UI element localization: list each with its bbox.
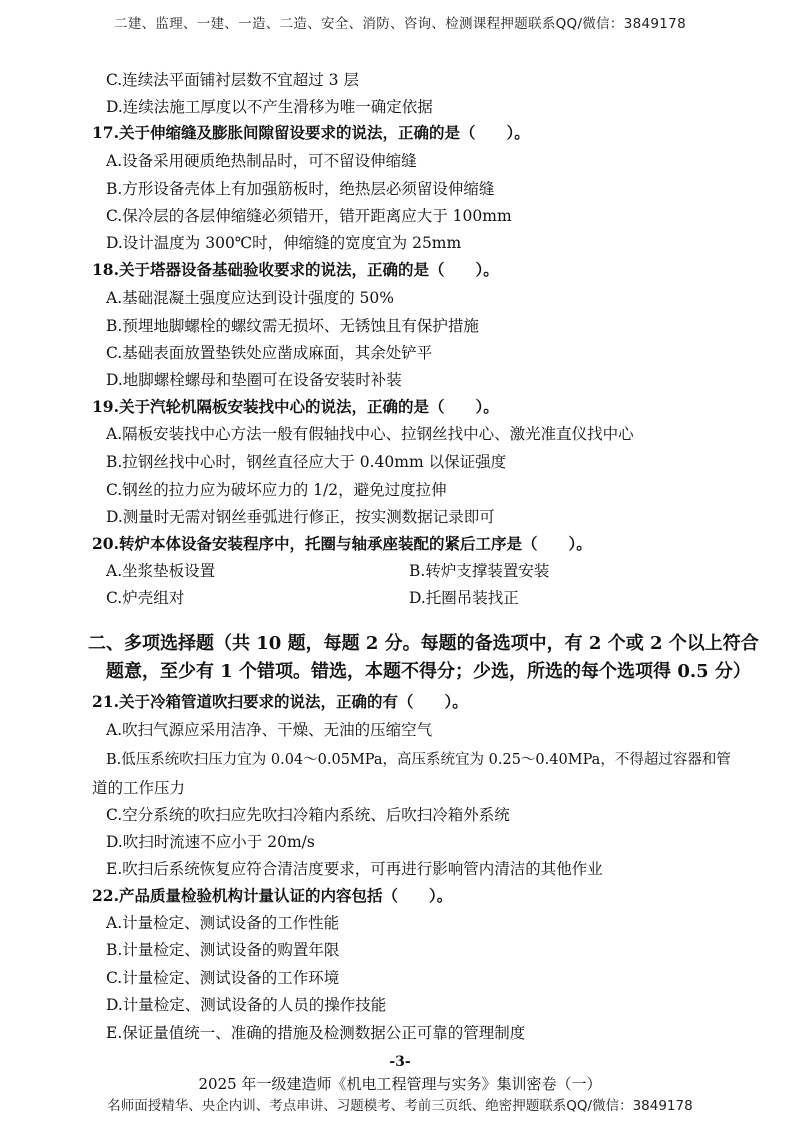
footer-title: 2025 年一级建造师《机电工程管理与实务》集训密卷（一） xyxy=(198,1075,602,1093)
q21-option-b-line2: 道的工作压力 xyxy=(92,779,186,797)
q21-option-d: D.吹扫时流速不应小于 20m/s xyxy=(106,833,315,851)
page-number: -3- xyxy=(389,1054,411,1070)
q17-option-a: A.设备采用硬质绝热制品时，可不留设伸缩缝 xyxy=(106,152,417,170)
header-banner: 二建、监理、一建、一造、二造、安全、消防、咨询、检测课程押题联系QQ/微信：3849178 xyxy=(114,16,686,32)
section2-title-line1: 二、多项选择题（共 10 题，每题 2 分。每题的备选项中，有 2 个或 2 个以上符合 xyxy=(88,633,759,654)
q22-option-d: D.计量检定、测试设备的人员的操作技能 xyxy=(106,996,387,1014)
q22-option-c: C.计量检定、测试设备的工作环境 xyxy=(106,969,340,987)
q20-stem: 20.转炉本体设备安装程序中，托圈与轴承座装配的紧后工序是（ ）。 xyxy=(92,534,592,553)
q18-option-c: C.基础表面放置垫铁处应凿成麻面，其余处铲平 xyxy=(106,344,433,362)
q18-option-d: D.地脚螺栓螺母和垫圈可在设备安装时补装 xyxy=(106,371,402,389)
q21-option-c: C.空分系统的吹扫应先吹扫冷箱内系统、后吹扫冷箱外系统 xyxy=(106,806,510,824)
q19-option-a: A.隔板安装找中心方法一般有假轴找中心、拉钢丝找中心、激光准直仪找中心 xyxy=(106,425,634,443)
q17-option-c: C.保冷层的各层伸缩缝必须错开，错开距离应大于 100mm xyxy=(106,207,512,225)
q19-option-d: D.测量时无需对钢丝垂弧进行修正，按实测数据记录即可 xyxy=(106,508,495,526)
q18-stem: 18.关于塔器设备基础验收要求的说法，正确的是（ ）。 xyxy=(92,260,499,279)
q21-option-a: A.吹扫气源应采用洁净、干燥、无油的压缩空气 xyxy=(106,721,433,739)
q16-option-c: C.连续法平面铺衬层数不宜超过 3 层 xyxy=(106,71,359,89)
q20-option-b: B.转炉支撑装置安装 xyxy=(409,562,550,580)
q19-option-c: C.钢丝的拉力应为破坏应力的 1/2，避免过度拉伸 xyxy=(106,481,447,499)
q20-option-c: C.炉壳组对 xyxy=(106,589,185,607)
q17-stem: 17.关于伸缩缝及膨胀间隙留设要求的说法，正确的是（ ）。 xyxy=(92,123,530,142)
q17-option-b: B.方形设备壳体上有加强筋板时，绝热层必须留设伸缩缝 xyxy=(106,180,495,198)
section2-title-line2: 题意，至少有 1 个错项。错选，本题不得分；少选，所选的每个选项得 0.5 分） xyxy=(106,661,751,682)
footer-banner: 名师面授精华、央企内训、考点串讲、习题模考、考前三页纸、绝密押题联系QQ/微信：3849178 xyxy=(107,1098,693,1114)
q21-option-e: E.吹扫后系统恢复应符合清洁度要求，可再进行影响管内清洁的其他作业 xyxy=(106,860,603,878)
q21-option-b-line1: B.低压系统吹扫压力宜为 0.04～0.05MPa，高压系统宜为 0.25～0.40MPa，不得超过容器和管 xyxy=(106,752,731,768)
q19-stem: 19.关于汽轮机隔板安装找中心的说法，正确的是（ ）。 xyxy=(92,397,499,416)
q22-option-e: E.保证量值统一、准确的措施及检测数据公正可靠的管理制度 xyxy=(106,1024,526,1042)
q20-option-a: A.坐浆垫板设置 xyxy=(106,562,216,580)
q20-option-d: D.托圈吊装找正 xyxy=(409,589,519,607)
q17-option-d: D.设计温度为 300℃时，伸缩缝的宽度宜为 25mm xyxy=(106,234,462,252)
q18-option-b: B.预埋地脚螺栓的螺纹需无损坏、无锈蚀且有保护措施 xyxy=(106,317,479,335)
q19-option-b: B.拉钢丝找中心时，钢丝直径应大于 0.40mm 以保证强度 xyxy=(106,453,507,471)
q16-option-d: D.连续法施工厚度以不产生滑移为唯一确定依据 xyxy=(106,98,433,116)
q18-option-a: A.基础混凝土强度应达到设计强度的 50% xyxy=(106,289,394,307)
q22-option-b: B.计量检定、测试设备的购置年限 xyxy=(106,941,340,959)
q22-option-a: A.计量检定、测试设备的工作性能 xyxy=(106,914,340,932)
q22-stem: 22.产品质量检验机构计量认证的内容包括（ ）。 xyxy=(92,886,453,905)
q21-stem: 21.关于冷箱管道吹扫要求的说法，正确的有（ ）。 xyxy=(92,692,468,711)
